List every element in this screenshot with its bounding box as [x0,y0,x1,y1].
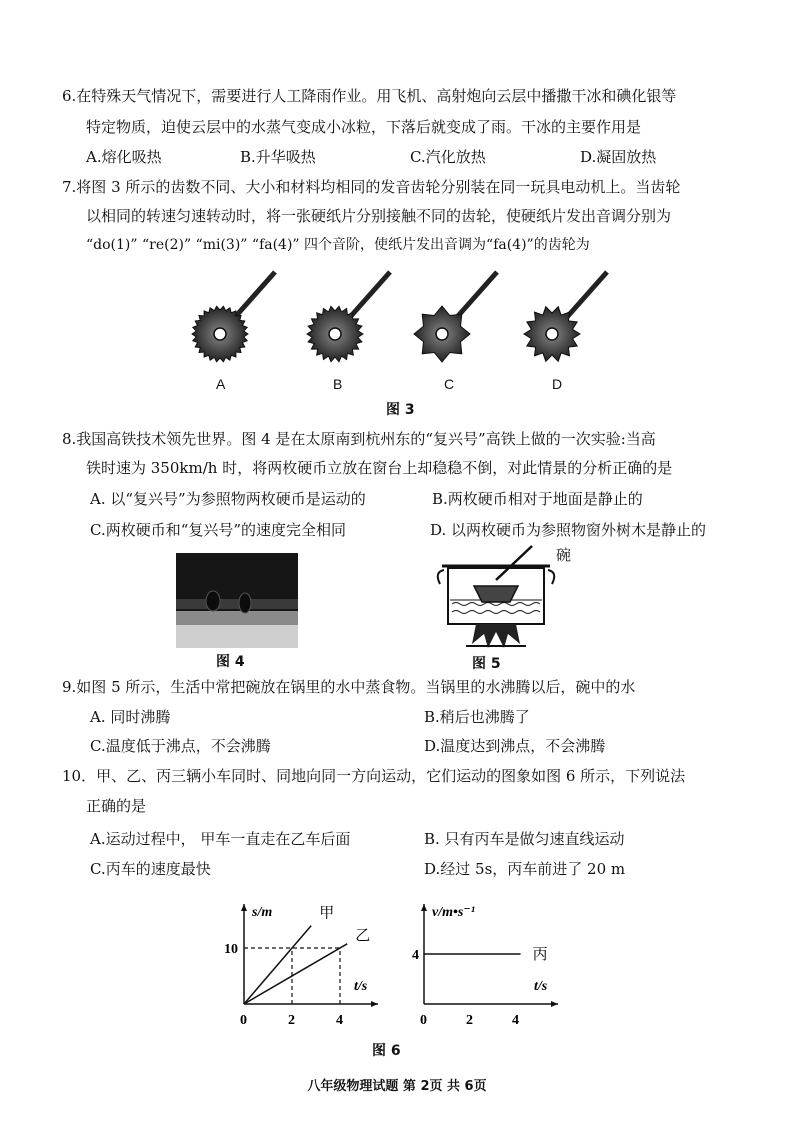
q9-line-1: 9.如图 5 所示，生活中常把碗放在锅里的水中蒸食物。当锅里的水沸腾以后，碗中的水 [62,678,636,696]
q7-line-1: 7.将图 3 所示的齿数不同、大小和材料均相同的发音齿轮分别装在同一玩具电动机上。当齿轮 [62,178,681,196]
y-axis-arrow [241,904,247,911]
x-tick-label: 0 [240,1013,247,1028]
q6-option-d: D.凝固放热 [580,148,657,166]
figure4-caption: 图 4 [216,654,245,670]
q10-option-b: B. 只有丙车是做匀速直线运动 [424,830,625,848]
y-axis-label: s/m [252,905,273,920]
x-tick-label: 2 [288,1013,295,1028]
q10-option-d: D.经过 5s，丙车前进了 20 m [424,860,626,878]
q6-option-c: C.汽化放热 [410,148,486,166]
x-axis-label: t/s [354,979,368,994]
x-axis-label: t/s [534,979,548,994]
q6-line-1: 6.在特殊天气情况下，需要进行人工降雨作业。用飞机、高射炮向云层中播撒干冰和碘化银等 [62,87,677,105]
q10-line-2: 正确的是 [86,797,147,815]
coins-photo [176,553,298,648]
q6-option-b: B.升华吸热 [240,148,316,166]
gear-label-a: A [216,376,226,392]
q9-option-d: D.温度达到沸点，不会沸腾 [424,737,606,755]
q6-option-a: A.熔化吸热 [86,148,162,166]
q6-line-2: 特定物质，迫使云层中的水蒸气变成小冰粒，下落后就变成了雨。干冰的主要作用是 [86,118,642,136]
q9-option-b: B.稍后也沸腾了 [424,708,530,726]
y-tick-label: 4 [412,948,419,963]
q7-line-3: “do(1)” “re(2)” “mi(3)” “fa(4)” 四个音阶，使纸片发出音调为“fa(4)”的齿轮为 [86,237,590,253]
y-axis-arrow [421,904,427,911]
x-tick-label: 4 [336,1013,343,1028]
gear-hole [546,328,558,340]
gear-hole [436,328,448,340]
series-label-甲: 甲 [319,905,335,922]
series-line-甲 [244,926,311,1004]
x-tick-label: 4 [512,1013,519,1028]
gear-hole [214,328,226,340]
gear-label-b: B [333,376,343,392]
q7-line-2: 以相同的转速匀速转动时，将一张硬纸片分别接触不同的齿轮，使硬纸片发出音调分别为 [86,207,672,225]
x-axis-arrow [551,1001,558,1007]
bowl-label: 碗 [556,546,572,564]
q10-line-1: 10．甲、乙、丙三辆小车同时、同地向同一方向运动，它们运动的图象如图 6 所示，下列说法 [62,767,686,785]
q8-option-b: B.两枚硬币相对于地面是静止的 [432,490,643,508]
pot-figure [432,540,562,650]
x-tick-label: 2 [466,1013,473,1028]
gear-label-d: D [552,376,563,392]
page-footer: 八年级物理试题 第 2页 共 6页 [307,1079,487,1094]
gear-label-c: C [444,376,455,392]
y-axis-label: v/m•s⁻¹ [432,905,475,920]
q8-option-d: D. 以两枚硬币为参照物窗外树木是静止的 [430,521,707,539]
series-label-乙: 乙 [355,927,371,944]
q8-option-c: C.两枚硬币和“复兴号”的速度完全相同 [90,521,347,539]
gear-hole [329,328,341,340]
q9-option-c: C.温度低于沸点，不会沸腾 [90,737,271,755]
q8-line-1: 8.我国高铁技术领先世界。图 4 是在太原南到杭州东的“复兴号”高铁上做的一次实验:当高 [62,430,656,448]
q10-option-a: A.运动过程中， 甲车一直走在乙车后面 [90,830,351,848]
q9-option-a: A. 同时沸腾 [90,708,171,726]
q8-line-2: 铁时速为 350km/h 时，将两枚硬币立放在窗台上却稳稳不倒，对此情景的分析正确的是 [86,459,673,477]
v-t-graph [402,896,572,1036]
figure3-caption: 图 3 [386,402,415,418]
x-tick-label: 0 [420,1013,427,1028]
q8-option-a: A. 以“复兴号”为参照物两枚硬币是运动的 [90,490,366,508]
figure6-caption: 图 6 [372,1043,401,1059]
gears-figure [180,262,640,372]
x-axis-arrow [371,1001,378,1007]
q10-option-c: C.丙车的速度最快 [90,860,211,878]
y-tick-label: 10 [224,942,238,957]
series-line-乙 [244,944,347,1004]
series-label-丙: 丙 [532,947,548,963]
figure5-caption: 图 5 [472,656,501,672]
s-t-graph [222,896,392,1036]
